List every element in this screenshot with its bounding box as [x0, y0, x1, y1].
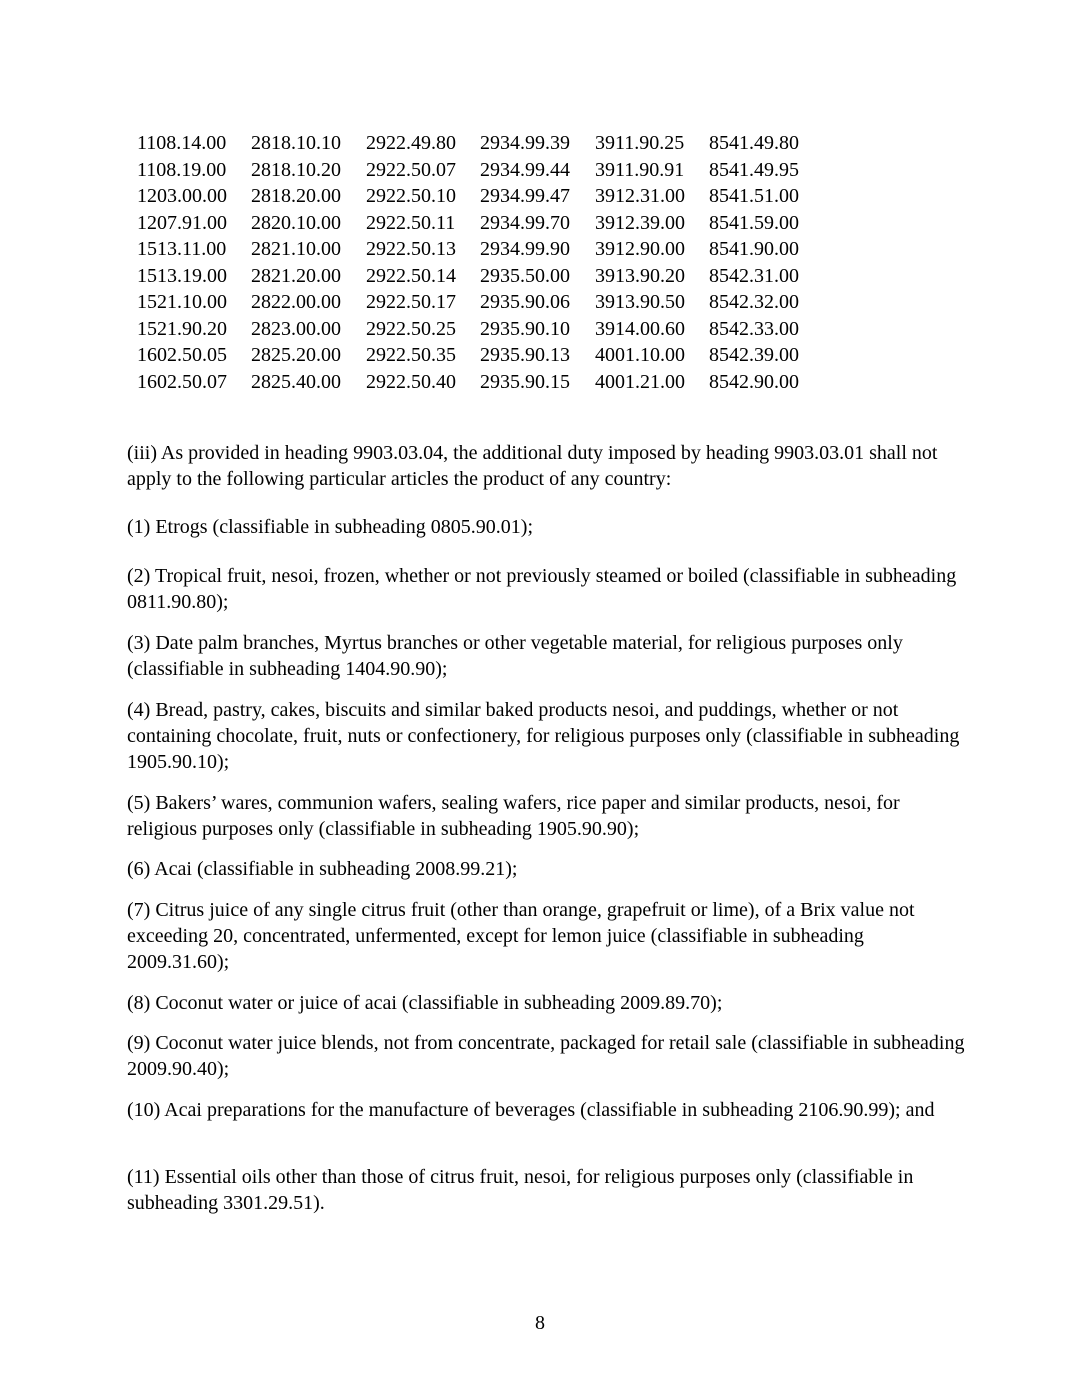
table-row — [137, 342, 819, 369]
table-cell: 2922.50.35 — [366, 344, 456, 366]
table-cell: 2825.40.00 — [251, 370, 341, 393]
list-item-10: (10) Acai preparations for the manufacture of beverages (classifiable in subheading 2106.90.99); and — [127, 1099, 935, 1121]
table-cell: 4001.10.00 — [595, 344, 685, 366]
list-item-3: (3) Date palm branches, Myrtus branches or other vegetable material, for religious purposes only (classifiable in subheading 1404.90.90); — [127, 632, 903, 680]
table-cell: 2935.50.00 — [480, 264, 570, 287]
list-item-6: (6) Acai (classifiable in subheading 2008.99.21); — [127, 858, 518, 880]
table-cell: 1521.90.20 — [137, 317, 227, 340]
table-cell: 1602.50.05 — [137, 344, 227, 366]
table-cell: 2820.10.00 — [251, 211, 341, 234]
table-cell: 2935.90.13 — [480, 344, 570, 366]
table-cell: 3911.90.91 — [595, 158, 685, 181]
list-item-11: (11) Essential oils other than those of citrus fruit, nesoi, for religious purposes only (classifiable in subheading 3301.29.51). — [127, 1166, 914, 1214]
table-cell: 2821.10.00 — [251, 238, 341, 260]
table-cell: 3913.90.50 — [595, 291, 685, 313]
table-cell: 2935.90.06 — [480, 291, 570, 313]
table-cell: 1521.10.00 — [137, 291, 227, 313]
table-cell: 3914.00.60 — [595, 317, 685, 340]
table-cell: 8542.31.00 — [709, 264, 799, 287]
list-item-7: (7) Citrus juice of any single citrus fruit (other than orange, grapefruit or lime), of a Brix value not exceeding 20, concentrated, unfermented, except for lemon juice (classifiable in subheading 2009.31.60); — [127, 899, 915, 973]
table-cell: 2825.20.00 — [251, 344, 341, 366]
table-cell: 1108.14.00 — [137, 132, 227, 154]
table-row — [137, 236, 819, 263]
list-item-2: (2) Tropical fruit, nesoi, frozen, whether or not previously steamed or boiled (classifiable in subheading 0811.90.80); — [127, 565, 957, 613]
table-cell: 2922.50.25 — [366, 317, 456, 340]
table-cell: 8542.90.00 — [709, 370, 799, 393]
list-item-1: (1) Etrogs (classifiable in subheading 0805.90.01); — [127, 516, 534, 538]
table-cell: 8542.39.00 — [709, 344, 799, 366]
list-item-4: (4) Bread, pastry, cakes, biscuits and similar baked products nesoi, and puddings, whether or not containing chocolate, fruit, nuts or confectionery, for religious purposes only (classifiable in subheading 1905.90.10); — [127, 699, 960, 773]
list-item-5: (5) Bakers’ wares, communion wafers, sealing wafers, rice paper and similar products, nesoi, for religious purposes only (classifiable in subheading 1905.90.90); — [127, 792, 900, 840]
page-number: 8 — [535, 1312, 545, 1334]
table-cell: 1513.19.00 — [137, 264, 227, 287]
table-cell: 2934.99.47 — [480, 185, 570, 207]
table-cell: 2934.99.39 — [480, 132, 570, 154]
table-cell: 3911.90.25 — [595, 132, 685, 154]
table-cell: 2922.50.17 — [366, 291, 456, 313]
table-cell: 8541.51.00 — [709, 185, 799, 207]
table-cell: 1602.50.07 — [137, 370, 227, 393]
list-item-9: (9) Coconut water juice blends, not from concentrate, packaged for retail sale (classifiable in subheading 2009.90.40); — [127, 1032, 965, 1080]
table-row — [137, 369, 819, 396]
table-cell: 8541.49.95 — [709, 158, 799, 181]
table-cell: 3912.90.00 — [595, 238, 685, 260]
table-cell: 3912.39.00 — [595, 211, 685, 234]
table-cell: 1207.91.00 — [137, 211, 227, 234]
table-cell: 2922.50.40 — [366, 370, 456, 393]
table-cell: 2922.50.07 — [366, 158, 456, 181]
table-row — [137, 183, 819, 210]
table-cell: 2922.50.11 — [366, 211, 456, 234]
table-cell: 2823.00.00 — [251, 317, 341, 340]
table-row — [137, 263, 819, 290]
table-cell: 2821.20.00 — [251, 264, 341, 287]
table-row — [137, 157, 819, 184]
list-item-8: (8) Coconut water or juice of acai (classifiable in subheading 2009.89.70); — [127, 992, 723, 1014]
table-cell: 4001.21.00 — [595, 370, 685, 393]
table-cell: 2935.90.10 — [480, 317, 570, 340]
table-cell: 2818.10.10 — [251, 132, 341, 154]
table-cell: 2822.00.00 — [251, 291, 341, 313]
table-row — [137, 130, 819, 157]
table-cell: 3912.31.00 — [595, 185, 685, 207]
table-cell: 1203.00.00 — [137, 185, 227, 207]
table-cell: 8541.90.00 — [709, 238, 799, 260]
table-cell: 8541.59.00 — [709, 211, 799, 234]
table-cell: 2934.99.44 — [480, 158, 570, 181]
table-cell: 2922.50.14 — [366, 264, 456, 287]
table-cell: 1108.19.00 — [137, 158, 227, 181]
table-cell: 2818.10.20 — [251, 158, 341, 181]
table-row — [137, 210, 819, 237]
table-cell: 8542.33.00 — [709, 317, 799, 340]
table-cell: 8542.32.00 — [709, 291, 799, 313]
table-cell: 2922.49.80 — [366, 132, 456, 154]
subheading-code-table — [137, 130, 819, 395]
table-cell: 8541.49.80 — [709, 132, 799, 154]
table-cell: 2934.99.90 — [480, 238, 570, 260]
table-cell: 2935.90.15 — [480, 370, 570, 393]
intro-paragraph: (iii) As provided in heading 9903.03.04, the additional duty imposed by heading 9903.03.01 shall not apply to the following particular articles the product of any country: — [127, 442, 938, 490]
table-cell: 2818.20.00 — [251, 185, 341, 207]
table-cell: 2934.99.70 — [480, 211, 570, 234]
table-cell: 2922.50.13 — [366, 238, 456, 260]
table-row — [137, 289, 819, 316]
table-cell: 3913.90.20 — [595, 264, 685, 287]
table-cell: 1513.11.00 — [137, 238, 227, 260]
table-cell: 2922.50.10 — [366, 185, 456, 207]
table-row — [137, 316, 819, 343]
